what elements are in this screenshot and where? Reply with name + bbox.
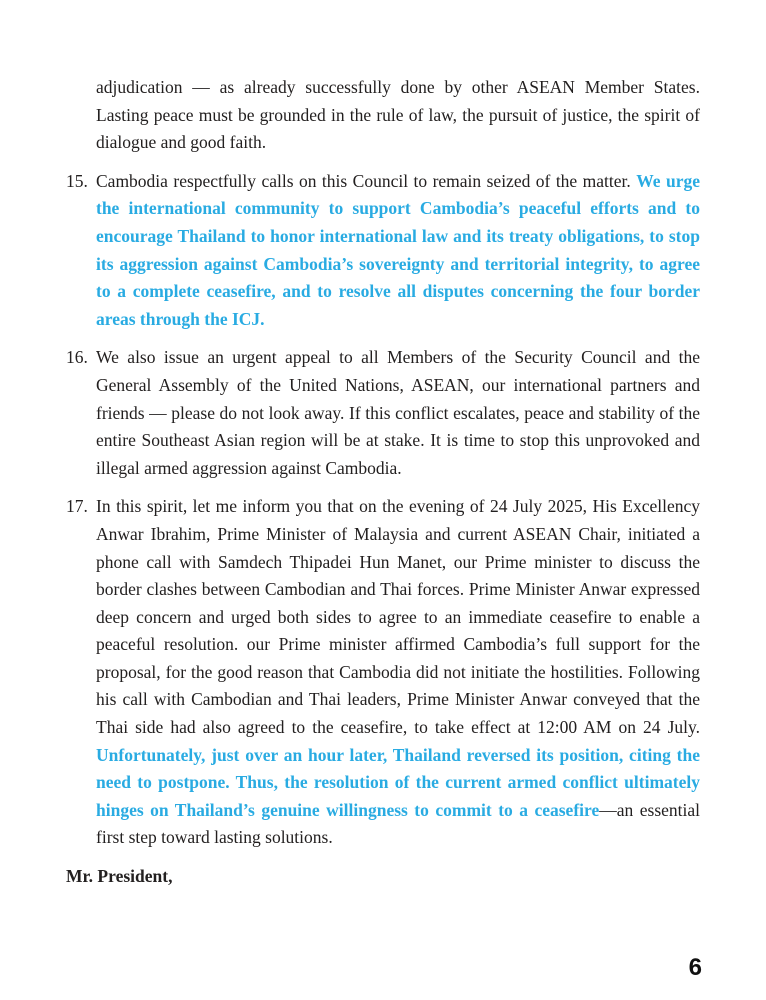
paragraph-16 xyxy=(66,344,700,482)
paragraph-15 xyxy=(66,168,700,334)
paragraph-17 xyxy=(66,493,700,852)
paragraph-number: 17. xyxy=(66,496,88,517)
paragraph-text: In this spirit, let me inform you that on the evening of 24 July 2025, His Excellency Anwar Ibrahim, Prime Minister of Malaysia and current ASEAN Chair, initiated a phone call with Samdech Thipadei Hun Manet, our Prime minister to discuss the border clashes between Cambodian and Thai forces. Prime Minister Anwar expressed deep concern and urged both sides to agree to an immediate ceasefire to enable a peaceful resolution. our Prime minister affirmed Cambodia’s full support for the proposal, for the good reason that Cambodia did not initiate the hostilities. Following his call with Cambodian and Thai leaders, Prime Minister Anwar conveyed that the Thai side had also agreed to the ceasefire, to take effect at 12:00 AM on 24 July. xyxy=(96,496,700,738)
closing-salutation: Mr. President, xyxy=(66,866,173,887)
paragraph-number: 15. xyxy=(66,170,88,191)
paragraph-text: We also issue an urgent appeal to all Members of the Security Council and the General Assembly of the United Nations, ASEAN, our international partners and friends — please do not look away. If this conflict escalates, peace and stability of the entire Southeast Asian region will be at stake. It is time to stop this unprovoked and illegal armed aggression against Cambodia. xyxy=(96,347,700,478)
paragraph-text: —an essential first step toward lasting solutions. xyxy=(96,799,700,848)
paragraph-text: adjudication — as already successfully done by other ASEAN Member States. Lasting peace must be grounded in the rule of law, the pursuit of justice, the spirit of dialogue and good faith. xyxy=(96,77,700,153)
page-content xyxy=(66,74,700,891)
paragraph-number: 16. xyxy=(66,347,88,368)
paragraph-text-highlighted: Unfortunately, just over an hour later, Thailand reversed its position, citing the need to postpone. Thus, the resolution of the current armed conflict ultimately hinges on Thailand’s genuine willingness to commit to a ceasefire xyxy=(96,744,700,820)
paragraph-text-highlighted: We urge the international community to support Cambodia’s peaceful efforts and to encourage Thailand to honor international law and its treaty obligations, to stop its aggression against Cambodia’s sovereignty and territorial integrity, to agree to a complete ceasefire, and to resolve all disputes concerning the four border areas through the ICJ. xyxy=(96,170,700,329)
paragraph-text: Cambodia respectfully calls on this Council to remain seized of the matter. xyxy=(96,170,637,191)
page-number: 6 xyxy=(688,954,702,981)
paragraph-continuation xyxy=(96,74,700,157)
